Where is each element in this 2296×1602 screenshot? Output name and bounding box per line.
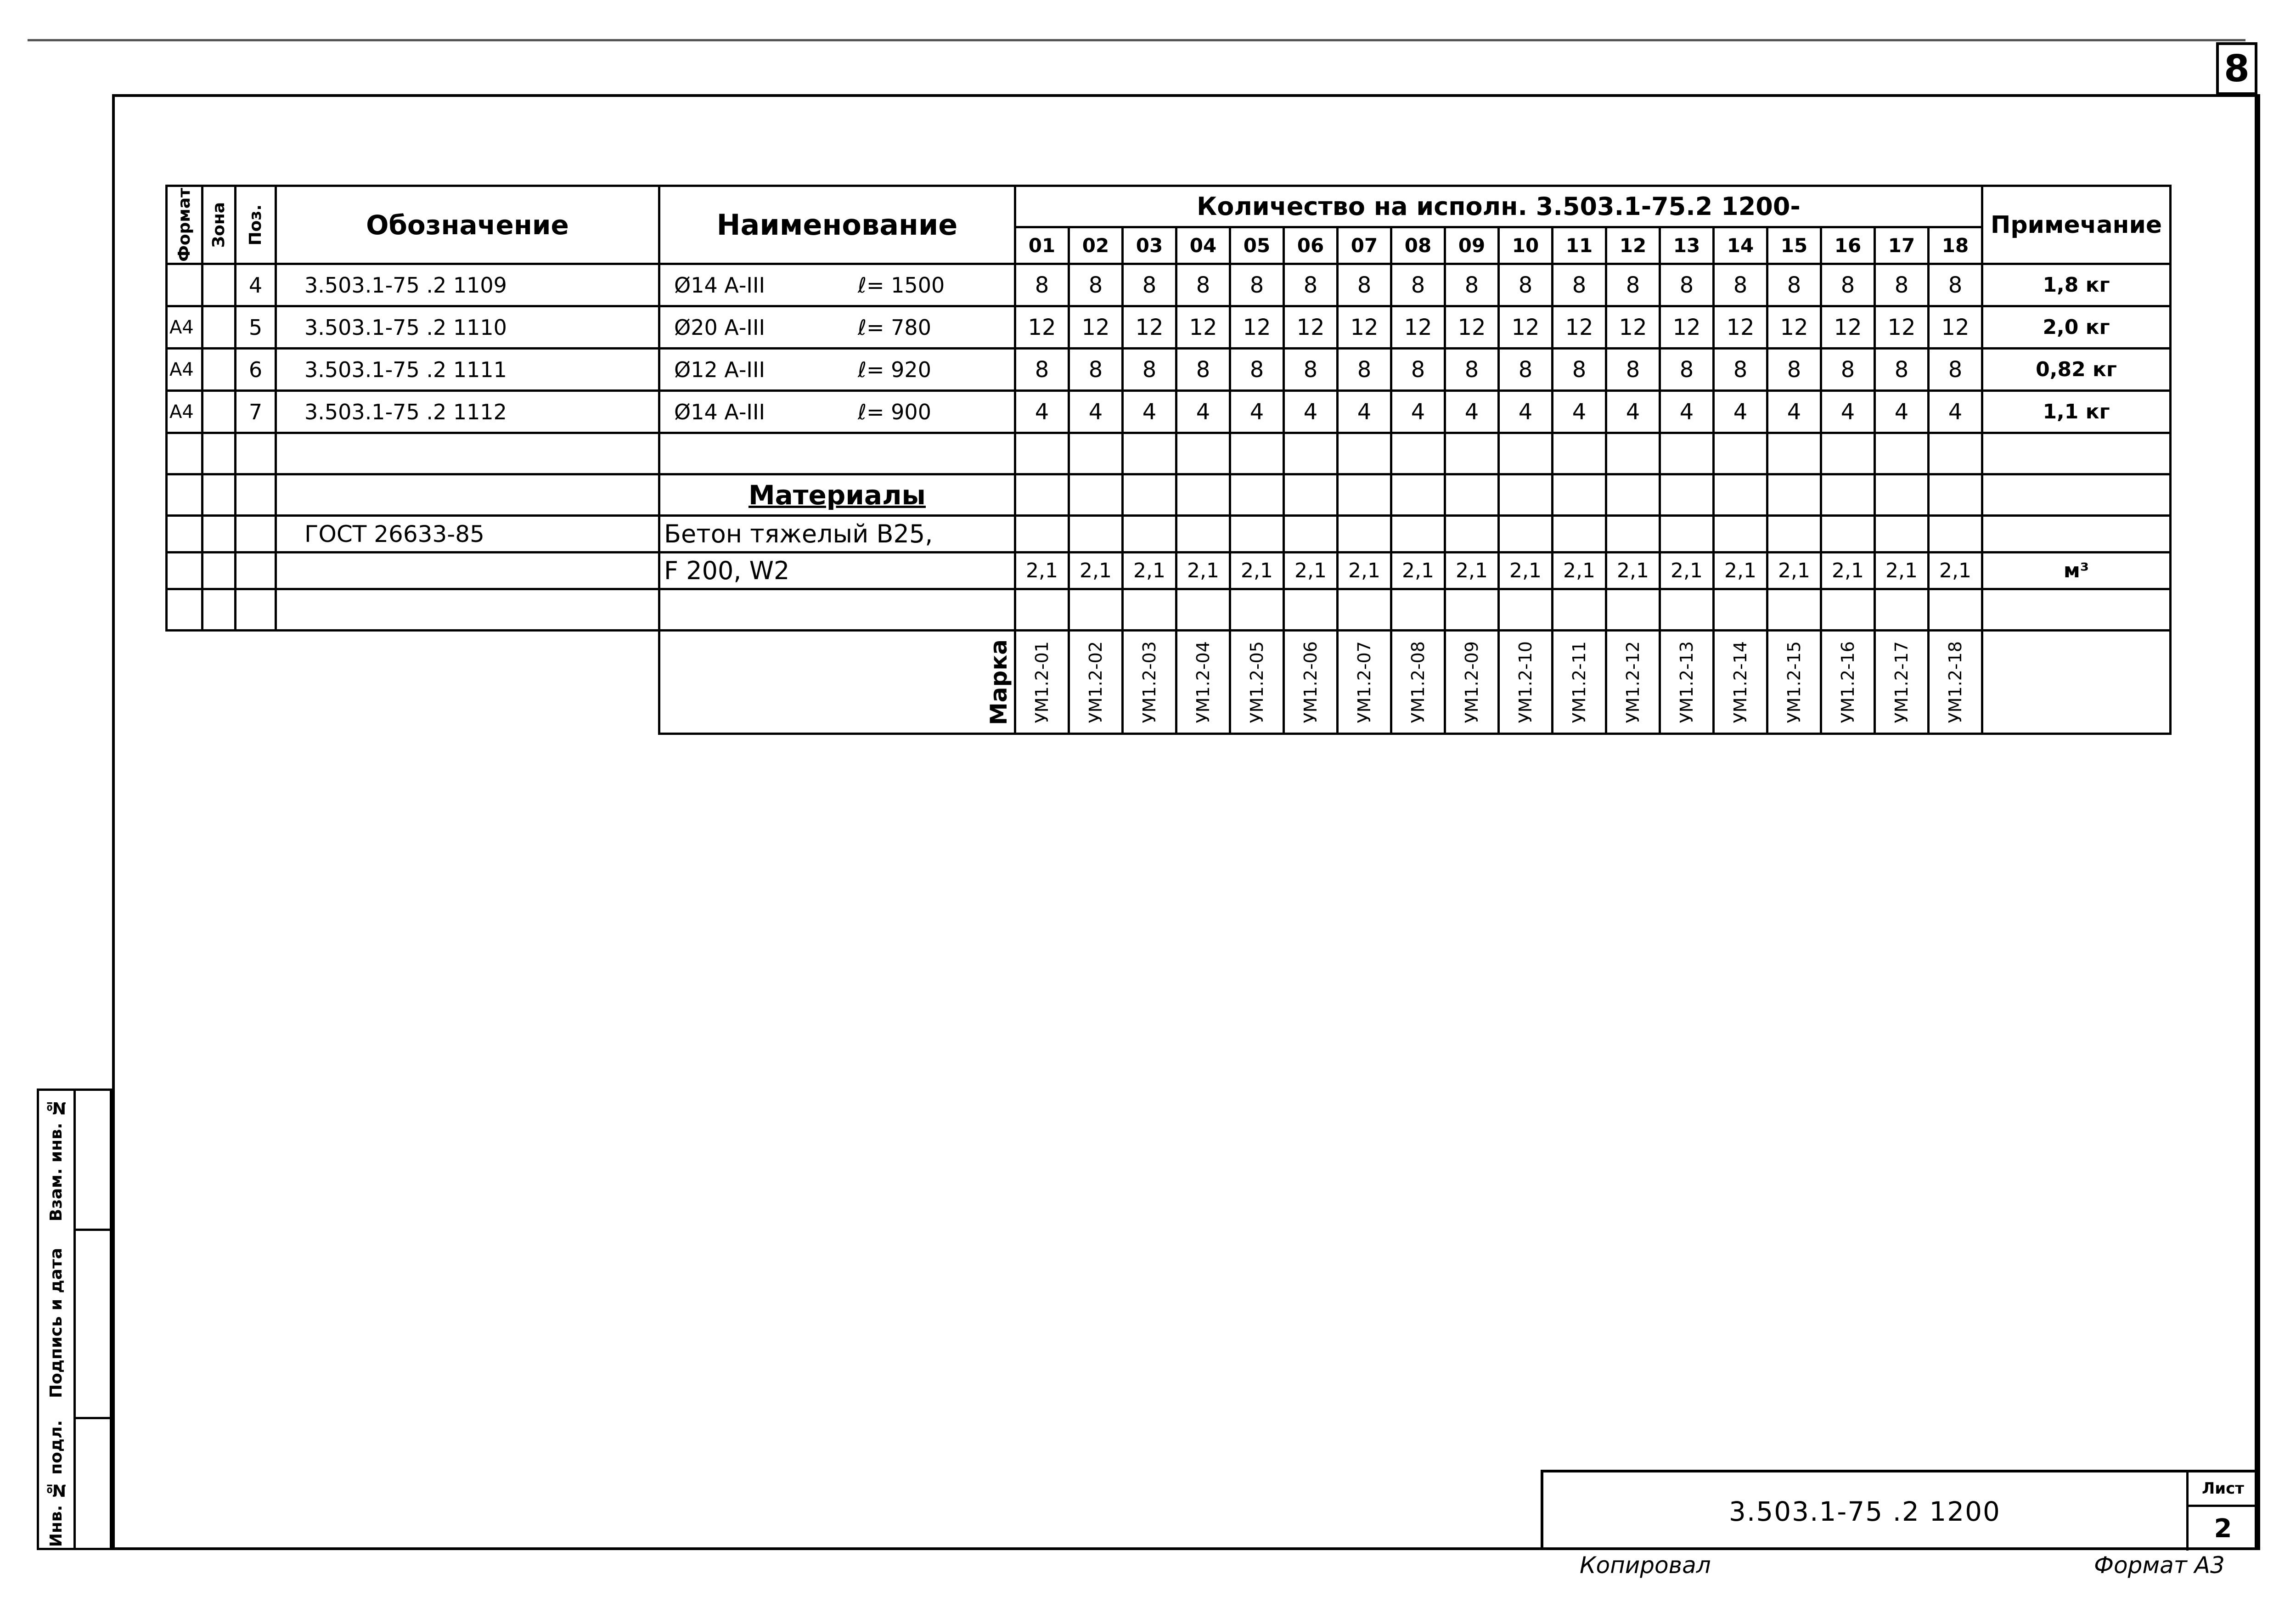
mark-cell	[1929, 631, 1982, 734]
mark-cell	[1499, 631, 1553, 734]
quantity-cell: 8	[1391, 349, 1445, 391]
quantity-cell: 8	[1123, 264, 1176, 306]
note-cell: 1,8 кг	[1982, 264, 2171, 306]
quantity-cell: 4	[1284, 391, 1338, 433]
mark-cell	[1660, 631, 1714, 734]
quantity-cell: 4	[1391, 391, 1445, 433]
mark-code: УМ1.2-08	[1408, 641, 1428, 723]
signature-label: Подпись и дата	[47, 1247, 66, 1398]
quantity-cell: 8	[1929, 264, 1982, 306]
quantity-cell: 8	[1714, 264, 1767, 306]
variant-header: 02	[1069, 227, 1123, 264]
format-label: Формат А3	[2094, 1552, 2225, 1579]
quantity-cell: 4	[1767, 391, 1821, 433]
variant-header: 01	[1015, 227, 1069, 264]
concrete-quantity-cell: 2,1	[1176, 553, 1230, 589]
materials-heading: Материалы	[659, 474, 1015, 516]
top-trim-line	[28, 39, 2245, 41]
rebar-name: Ø14 А-III	[674, 272, 765, 298]
quantity-cell: 8	[1338, 264, 1391, 306]
quantity-cell: 8	[1606, 349, 1660, 391]
mark-code: УМ1.2-12	[1623, 641, 1643, 723]
mark-code: УМ1.2-11	[1569, 641, 1589, 723]
quantity-cell: 4	[1714, 391, 1767, 433]
quantity-cell: 8	[1069, 264, 1123, 306]
quantity-cell: 8	[1499, 349, 1553, 391]
quantity-cell: 8	[1176, 264, 1230, 306]
empty-row	[167, 433, 2171, 474]
pos-header: Поз.	[246, 204, 265, 246]
mark-cell	[1606, 631, 1660, 734]
mark-code: УМ1.2-17	[1891, 641, 1912, 723]
designation-cell: 3.503.1-75 .2 1112	[276, 391, 659, 433]
quantity-cell: 8	[1499, 264, 1553, 306]
mark-code: УМ1.2-04	[1193, 641, 1213, 723]
concrete-quantity-cell: 2,1	[1123, 553, 1176, 589]
variant-header: 05	[1230, 227, 1284, 264]
quantity-cell: 8	[1284, 349, 1338, 391]
zone-cell	[203, 391, 236, 433]
concrete-quantity-cell: 2,1	[1015, 553, 1069, 589]
format-cell: А4	[167, 349, 203, 391]
concrete-quantity-cell: 2,1	[1875, 553, 1929, 589]
concrete-quantity-cell: 2,1	[1714, 553, 1767, 589]
variant-header: 17	[1875, 227, 1929, 264]
concrete-quantity-cell: 2,1	[1338, 553, 1391, 589]
quantity-cell: 8	[1875, 349, 1929, 391]
left-margin-stamp	[37, 1089, 112, 1550]
mark-code: УМ1.2-01	[1032, 641, 1052, 723]
concrete-row-2	[167, 553, 2171, 589]
concrete-quantity-cell: 2,1	[1767, 553, 1821, 589]
mark-label: Марка	[985, 639, 1012, 725]
quantity-cell: 4	[1929, 391, 1982, 433]
quantity-cell: 4	[1553, 391, 1606, 433]
pos-cell: 4	[236, 264, 276, 306]
designation-header: Обозначение	[276, 186, 659, 264]
mark-code: УМ1.2-14	[1730, 641, 1750, 723]
mark-code: УМ1.2-07	[1354, 641, 1374, 723]
variant-header: 03	[1123, 227, 1176, 264]
variant-header: 11	[1553, 227, 1606, 264]
quantity-cell: 4	[1176, 391, 1230, 433]
pos-cell: 7	[236, 391, 276, 433]
concrete-quantity-cell: 2,1	[1821, 553, 1875, 589]
mark-code: УМ1.2-02	[1086, 641, 1106, 723]
variant-header: 10	[1499, 227, 1553, 264]
concrete-quantity-cell: 2,1	[1284, 553, 1338, 589]
variant-header: 16	[1821, 227, 1875, 264]
mark-cell	[1445, 631, 1499, 734]
quantity-cell: 12	[1875, 306, 1929, 349]
vzam-label: Взам. инв. №	[47, 1098, 66, 1222]
mark-code: УМ1.2-16	[1838, 641, 1858, 723]
quantity-cell: 4	[1069, 391, 1123, 433]
quantity-cell: 12	[1553, 306, 1606, 349]
mark-code: УМ1.2-05	[1247, 641, 1267, 723]
empty-row	[167, 589, 2171, 631]
quantity-cell: 12	[1606, 306, 1660, 349]
mark-cell	[1284, 631, 1338, 734]
mark-cell	[1714, 631, 1767, 734]
concrete-name: Бетон тяжелый В25,	[659, 516, 1015, 553]
concrete-row-1	[167, 516, 2171, 553]
quantity-cell: 12	[1929, 306, 1982, 349]
document-code: 3.503.1-75 .2 1200	[1729, 1496, 2001, 1527]
note-cell: 0,82 кг	[1982, 349, 2171, 391]
quantity-cell: 8	[1123, 349, 1176, 391]
zone-cell	[203, 306, 236, 349]
quantity-cell: 8	[1767, 264, 1821, 306]
quantity-cell: 8	[1553, 349, 1606, 391]
quantity-cell: 4	[1660, 391, 1714, 433]
mark-cell	[1069, 631, 1123, 734]
quantity-cell: 12	[1767, 306, 1821, 349]
quantity-cell: 12	[1069, 306, 1123, 349]
mark-code: УМ1.2-09	[1462, 641, 1482, 723]
stamp-divider	[73, 1229, 113, 1231]
mark-code: УМ1.2-03	[1139, 641, 1159, 723]
quantity-cell: 4	[1606, 391, 1660, 433]
mark-cell	[1230, 631, 1284, 734]
mark-cell	[1015, 631, 1069, 734]
quantity-cell: 12	[1284, 306, 1338, 349]
sheet-label: Лист	[2202, 1479, 2244, 1498]
designation-cell: 3.503.1-75 .2 1111	[276, 349, 659, 391]
zone-header: Зона	[209, 202, 228, 248]
concrete-quantity-cell: 2,1	[1445, 553, 1499, 589]
quantity-cell: 4	[1875, 391, 1929, 433]
quantity-cell: 8	[1821, 349, 1875, 391]
item-rows	[167, 264, 2171, 433]
zone-cell	[203, 264, 236, 306]
pos-cell: 5	[236, 306, 276, 349]
quantity-cell: 8	[1821, 264, 1875, 306]
mark-cell	[1176, 631, 1230, 734]
rebar-length: ℓ= 1500	[858, 272, 945, 298]
quantity-cell: 12	[1660, 306, 1714, 349]
mark-cell	[1391, 631, 1445, 734]
concrete-unit: м³	[1982, 553, 2171, 589]
sheet-number-box	[2216, 42, 2257, 95]
quantity-cell: 4	[1338, 391, 1391, 433]
concrete-quantity-cell: 2,1	[1660, 553, 1714, 589]
mark-cell	[1875, 631, 1929, 734]
variant-header: 13	[1660, 227, 1714, 264]
quantity-cell: 12	[1714, 306, 1767, 349]
quantity-cell: 4	[1015, 391, 1069, 433]
quantity-cell: 12	[1821, 306, 1875, 349]
mark-code: УМ1.2-15	[1784, 641, 1804, 723]
frame-right-edge	[2257, 94, 2260, 1550]
quantity-cell: 8	[1929, 349, 1982, 391]
item-row	[167, 306, 2171, 349]
designation-cell: 3.503.1-75 .2 1109	[276, 264, 659, 306]
variant-header: 15	[1767, 227, 1821, 264]
quantity-cell: 4	[1821, 391, 1875, 433]
gost-designation: ГОСТ 26633-85	[276, 516, 659, 553]
header-row-1	[167, 186, 2171, 227]
concrete-quantity-cell: 2,1	[1069, 553, 1123, 589]
rebar-name: Ø12 А-III	[674, 357, 765, 382]
rebar-length: ℓ= 920	[858, 357, 931, 382]
quantity-cell: 8	[1445, 349, 1499, 391]
variant-header: 08	[1391, 227, 1445, 264]
variant-header: 18	[1929, 227, 1982, 264]
quantity-cell: 8	[1660, 264, 1714, 306]
mark-cell	[1767, 631, 1821, 734]
quantity-cell: 8	[1176, 349, 1230, 391]
name-cell	[659, 391, 1015, 433]
inv-podl-label: Инв. № подл.	[47, 1420, 66, 1547]
quantity-cell: 4	[1230, 391, 1284, 433]
format-cell: А4	[167, 391, 203, 433]
copied-by-label: Копировал	[1580, 1552, 1711, 1579]
stamp-divider	[73, 1417, 113, 1419]
quantity-cell: 12	[1230, 306, 1284, 349]
quantity-cell: 8	[1069, 349, 1123, 391]
quantity-cell: 8	[1230, 264, 1284, 306]
quantity-cell: 12	[1338, 306, 1391, 349]
concrete-quantity-cell: 2,1	[1391, 553, 1445, 589]
note-cell: 1,1 кг	[1982, 391, 2171, 433]
mark-cell	[1821, 631, 1875, 734]
mark-code: УМ1.2-18	[1945, 641, 1965, 723]
quantity-cell: 8	[1015, 264, 1069, 306]
note-header: Примечание	[1982, 186, 2171, 264]
zone-cell	[203, 349, 236, 391]
quantity-cell: 8	[1714, 349, 1767, 391]
rebar-name: Ø14 А-III	[674, 399, 765, 424]
item-row	[167, 391, 2171, 433]
name-cell	[659, 264, 1015, 306]
quantity-cell: 8	[1660, 349, 1714, 391]
quantity-cell: 4	[1445, 391, 1499, 433]
note-cell: 2,0 кг	[1982, 306, 2171, 349]
item-row	[167, 349, 2171, 391]
variant-header: 06	[1284, 227, 1338, 264]
name-header: Наименование	[659, 186, 1015, 264]
variant-header: 12	[1606, 227, 1660, 264]
concrete-quantity-cell: 2,1	[1499, 553, 1553, 589]
concrete-quantity-cell: 2,1	[1929, 553, 1982, 589]
quantity-header: Количество на исполн. 3.503.1-75.2 1200-	[1015, 186, 1982, 227]
concrete-quantity-cell: 2,1	[1606, 553, 1660, 589]
quantity-cell: 12	[1176, 306, 1230, 349]
quantity-cell: 12	[1123, 306, 1176, 349]
format-cell: А4	[167, 306, 203, 349]
concrete-class: F 200, W2	[659, 553, 1015, 589]
quantity-cell: 12	[1391, 306, 1445, 349]
sheet-number: 8	[2224, 47, 2250, 90]
name-cell	[659, 349, 1015, 391]
quantity-cell: 12	[1445, 306, 1499, 349]
quantity-cell: 8	[1767, 349, 1821, 391]
quantity-cell: 12	[1015, 306, 1069, 349]
concrete-quantity-cell: 2,1	[1230, 553, 1284, 589]
quantity-cell: 8	[1553, 264, 1606, 306]
pos-cell: 6	[236, 349, 276, 391]
variant-header: 14	[1714, 227, 1767, 264]
specification-table	[165, 185, 2172, 735]
mark-cell	[1553, 631, 1606, 734]
quantity-cell: 12	[1499, 306, 1553, 349]
mark-code: УМ1.2-10	[1515, 641, 1536, 723]
mark-code: УМ1.2-13	[1677, 641, 1697, 723]
quantity-cell: 8	[1875, 264, 1929, 306]
name-cell	[659, 306, 1015, 349]
concrete-quantity-cell: 2,1	[1553, 553, 1606, 589]
format-cell	[167, 264, 203, 306]
variant-header: 07	[1338, 227, 1391, 264]
mark-cell	[1338, 631, 1391, 734]
mark-tail-cell	[1982, 631, 2171, 734]
variant-header: 09	[1445, 227, 1499, 264]
rebar-length: ℓ= 900	[858, 399, 931, 424]
quantity-cell: 8	[1284, 264, 1338, 306]
quantity-cell: 4	[1123, 391, 1176, 433]
quantity-cell: 8	[1391, 264, 1445, 306]
quantity-cell: 8	[1230, 349, 1284, 391]
title-block	[1541, 1470, 2257, 1550]
designation-cell: 3.503.1-75 .2 1110	[276, 306, 659, 349]
stamp-divider	[73, 1091, 76, 1550]
quantity-cell: 4	[1499, 391, 1553, 433]
format-header: Формат	[175, 188, 194, 262]
materials-row	[167, 474, 2171, 516]
rebar-length: ℓ= 780	[858, 315, 931, 340]
mark-code: УМ1.2-06	[1300, 641, 1321, 723]
rebar-name: Ø20 А-III	[674, 315, 765, 340]
variant-header: 04	[1176, 227, 1230, 264]
mark-row	[167, 631, 2171, 734]
sheet-page-number: 2	[2214, 1514, 2232, 1544]
quantity-cell: 8	[1338, 349, 1391, 391]
quantity-cell: 8	[1015, 349, 1069, 391]
quantity-cell: 8	[1445, 264, 1499, 306]
quantity-cell: 8	[1606, 264, 1660, 306]
mark-cell	[1123, 631, 1176, 734]
item-row	[167, 264, 2171, 306]
